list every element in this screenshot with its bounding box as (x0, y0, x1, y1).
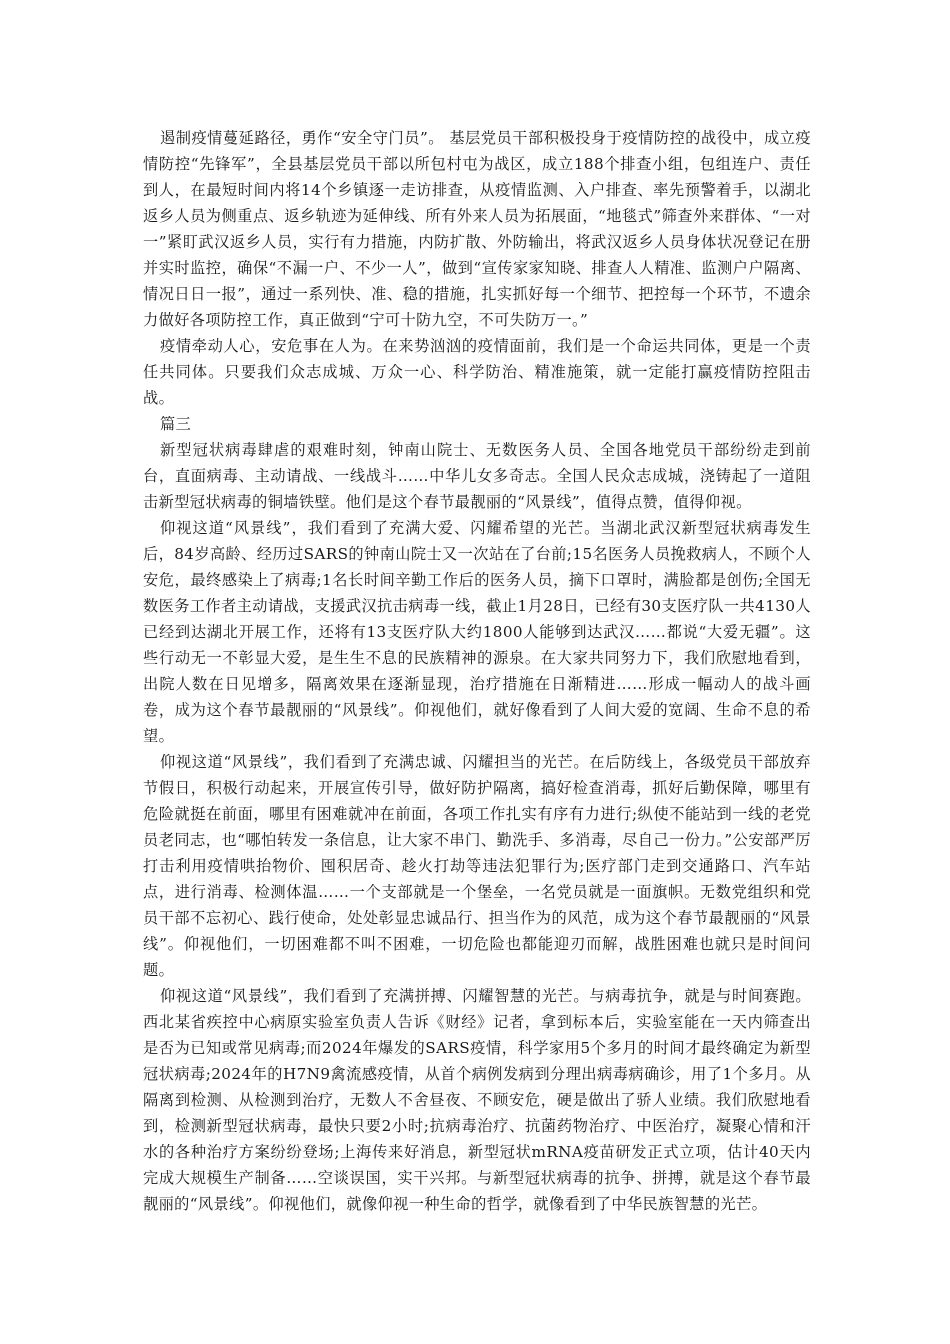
paragraph-community-of-fate: 疫情牵动人心，安危事在人为。在来势汹汹的疫情面前，我们是一个命运共同体，更是一个责任共同体。只要我们众志成城、万众一心、科学防治、精准施策，就一定能打赢疫情防控阻击战。 (143, 337, 811, 407)
document-page (143, 125, 811, 1217)
paragraph-great-love: 仰视这道“风景线”，我们看到了充满大爱、闪耀希望的光芒。当湖北武汉新型冠状病毒发生后，84岁高龄、经历过SARS的钟南山院士又一次站在了台前;15名医务人员挽救病人，不顾个人安危，最终感染上了病毒;1名长时间辛勤工作后的医务人员，摘下口罩时，满脸都是创伤;全国无数医务工作者主动请战，支援武汉抗击病毒一线，截止1月28日，已经有30支医疗队一共4130人已经到达湖北开展工作，还将有13支医疗队大约1800人能够到达武汉……都说“大爱无疆”。这些行动无一不彰显大爱，是生生不息的民族精神的源泉。在大家共同努力下，我们欣慰地看到，出院人数在日见增多，隔离效果在逐渐显现，治疗措施在日渐精进……形成一幅动人的战斗画卷，成为这个春节最靓丽的“风景线”。仰视他们，就好像看到了人间大爱的宽阔、生命不息的希望。 (143, 519, 811, 745)
section-title: 篇三 (160, 415, 192, 433)
paragraph-loyalty: 仰视这道“风景线”，我们看到了充满忠诚、闪耀担当的光芒。在后防线上，各级党员干部放弃节假日，积极行动起来，开展宣传引导，做好防护隔离，搞好检查消毒，抓好后勤保障，哪里有危险就挺在前面，哪里有困难就冲在前面，各项工作扎实有序有力进行;纵使不能站到一线的老党员老同志，也“哪怕转发一条信息，让大家不串门、勤洗手、多消毒，尽自己一份力。”公安部严厉打击利用疫情哄抬物价、囤积居奇、趁火打劫等违法犯罪行为;医疗部门走到交通路口、汽车站点，进行消毒、检测体温……一个支部就是一个堡垒，一名党员就是一面旗帜。无数党组织和党员干部不忘初心、践行使命，处处彰显忠诚品行、担当作为的风范，成为这个春节最靓丽的“风景线”。仰视他们，一切困难都不叫不困难，一切危险也都能迎刃而解，战胜困难也就只是时间问题。 (143, 753, 811, 979)
paragraph-wisdom: 仰视这道“风景线”，我们看到了充满拼搏、闪耀智慧的光芒。与病毒抗争，就是与时间赛跑。西北某省疾控中心病原实验室负责人告诉《财经》记者，拿到标本后，实验室能在一天内筛查出是否为已知或常见病毒;而2024年爆发的SARS疫情，科学家用5个多月的时间才最终确定为新型冠状病毒;2024年的H7N9禽流感疫情，从首个病例发病到分理出病毒病确诊，用了1个多月。从隔离到检测、从检测到治疗，无数人不舍昼夜、不顾安危，硬是做出了骄人业绩。我们欣慰地看到，检测新型冠状病毒，最快只要2小时;抗病毒治疗、抗菌药物治疗、中医治疗，凝聚心情和汗水的各种治疗方案纷纷登场;上海传来好消息，新型冠状mRNA疫苗研发正式立项，估计40天内完成大规模生产制备……空谈误国，实干兴邦。与新型冠状病毒的抗争、拼搏，就是这个春节最靓丽的“风景线”。仰视他们，就像仰视一种生命的哲学，就像看到了中华民族智慧的光芒。 (143, 987, 811, 1213)
paragraph-epidemic-gatekeeper: 遏制疫情蔓延路径，勇作“安全守门员”。 基层党员干部积极投身于疫情防控的战役中，成立疫情防控“先锋军”，全县基层党员干部以所包村屯为战区，成立188个排查小组，包组连户、责任到人，在最短时间内将14个乡镇逐一走访排查，从疫情监测、入户排查、率先预警着手，以湖北返乡人员为侧重点、返乡轨迹为延伸线、所有外来人员为拓展面，“地毯式”筛查外来群体、“一对一”紧盯武汉返乡人员，实行有力措施，内防扩散、外防输出，将武汉返乡人员身体状况登记在册并实时监控，确保“不漏一户、不少一人”，做到“宣传家家知晓、排查人人精准、监测户户隔离、情况日日一报”，通过一系列快、准、稳的措施，扎实抓好每一个细节、把控每一个环节，不遗余力做好各项防控工作，真正做到“宁可十防九空，不可失防万一。” (143, 129, 811, 329)
paragraph-section-intro: 新型冠状病毒肆虐的艰难时刻，钟南山院士、无数医务人员、全国各地党员干部纷纷走到前台，直面病毒、主动请战、一线战斗……中华儿女多奇志。全国人民众志成城，浇铸起了一道阻击新型冠状病毒的铜墙铁壁。他们是这个春节最靓丽的“风景线”，值得点赞，值得仰视。 (143, 441, 811, 511)
